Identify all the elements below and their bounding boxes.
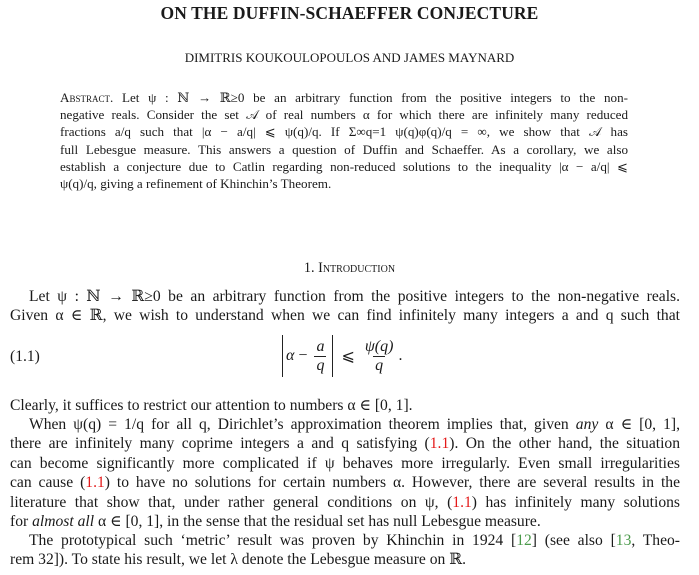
abstract-label: Abstract. — [60, 90, 114, 105]
eq-lhs-denominator: q — [316, 356, 325, 374]
equation-ref-link[interactable]: 1.1 — [452, 493, 472, 511]
eq-rhs-numerator: ψ(q) — [364, 337, 394, 355]
text-run: for — [10, 513, 29, 531]
text-run: ). On the other hand, the situation — [449, 435, 680, 453]
text-run: there are infinitely many coprime integers a and q satisfying ( — [10, 435, 430, 453]
abs-bar-left — [282, 335, 283, 377]
text-run: ] (see also [ — [531, 532, 616, 549]
abstract — [60, 89, 628, 192]
eq-fraction-lhs — [314, 338, 326, 375]
body-line: Clearly, it suffices to restrict our attention to numbers α ∈ [0, 1]. — [10, 397, 413, 414]
body-line — [10, 434, 680, 453]
equation-ref-link[interactable]: 1.1 — [429, 435, 450, 453]
abstract-line — [60, 89, 628, 106]
eq-lhs-numerator: a — [316, 337, 325, 355]
text-run: ) has infinitely many solutions — [471, 493, 680, 511]
emphasis-any: any — [575, 416, 599, 433]
citation-link-12[interactable]: 12 — [516, 532, 532, 549]
abstract-line: negative reals. Consider the set 𝒜 of real numbers α for which there are infinitely many reduced — [60, 107, 628, 123]
eq-rhs-denominator: q — [375, 356, 384, 374]
eq-period: . — [398, 347, 403, 364]
abstract-line-text: Let ψ : ℕ → ℝ≥0 be an arbitrary function from the positive integers to the non- — [121, 90, 628, 105]
body-line — [10, 493, 680, 512]
citation-link-13[interactable]: 13 — [615, 532, 632, 549]
text-run: can cause ( — [10, 474, 86, 492]
text-run: The prototypical such ‘metric’ result was proven by Khinchin in 1924 [ — [29, 532, 517, 549]
eq-alpha: α — [286, 347, 295, 364]
text-run: α ∈ [0, 1], in the sense that the residual set has null Lebesgue measure. — [97, 513, 541, 531]
paper-title: ON THE DUFFIN-SCHAEFFER CONJECTURE — [160, 3, 539, 23]
body-line — [10, 531, 680, 550]
body-line — [10, 473, 680, 492]
intro-paragraph-2 — [10, 396, 680, 415]
body-line: rem 32]). To state his result, we let λ denote the Lebesgue measure on ℝ. — [10, 551, 467, 569]
equation-1-1 — [279, 326, 402, 386]
body-line: Given α ∈ ℝ, we wish to understand when we can find infinitely many integers a and q such that — [10, 307, 680, 325]
eq-relation: ⩽ — [341, 348, 355, 365]
body-line: Let ψ : ℕ → ℝ≥0 be an arbitrary function from the positive integers to the non-negative reals. — [29, 288, 680, 305]
body-line: can become significantly more complicated if ψ behaves more irregularly. Even small irregularities — [10, 454, 680, 472]
paper-authors: DIMITRIS KOUKOULOPOULOS AND JAMES MAYNARD — [184, 50, 515, 65]
section-heading — [0, 260, 699, 277]
emphasis-almost-all: almost all — [32, 513, 95, 531]
eq-minus: − — [298, 347, 308, 364]
text-run: literature that show that, under rather general conditions on ψ, ( — [10, 493, 453, 511]
abstract-line: full Lebesgue measure. This answers a question of Duffin and Schaeffer. As a corollary, we also — [60, 141, 628, 157]
body-line — [10, 415, 680, 434]
abs-bar-right — [332, 335, 333, 377]
section-number: 1. — [303, 260, 315, 276]
text-run: ) to have no solutions for certain numbers α. However, there are several results in the — [104, 474, 680, 492]
body-line — [10, 512, 680, 531]
eq-fraction-rhs — [363, 338, 396, 375]
intro-paragraph-1 — [10, 287, 680, 326]
abstract-line: establish a conjecture due to Catlin regarding non-reduced solutions to the inequality |α − a/q| ⩽ — [60, 158, 628, 174]
abstract-line: ψ(q)/q, giving a refinement of Khinchin’s Theorem. — [60, 176, 332, 192]
intro-paragraph-3 — [10, 415, 680, 531]
text-run: , Theo- — [631, 532, 680, 549]
equation-ref-link[interactable]: 1.1 — [85, 474, 105, 492]
section-title: Introduction — [318, 260, 396, 276]
abstract-line: fractions a/q such that |α − a/q| ⩽ ψ(q)/q. If Σ∞q=1 ψ(q)φ(q)/q = ∞, we show that 𝒜 has — [60, 124, 628, 140]
equation-number: (1.1) — [10, 348, 40, 365]
intro-paragraph-4 — [10, 531, 680, 570]
text-run: α ∈ [0, 1], — [605, 416, 681, 433]
text-run: When ψ(q) = 1/q for all q, Dirichlet’s approximation theorem implies that, given — [29, 416, 569, 433]
